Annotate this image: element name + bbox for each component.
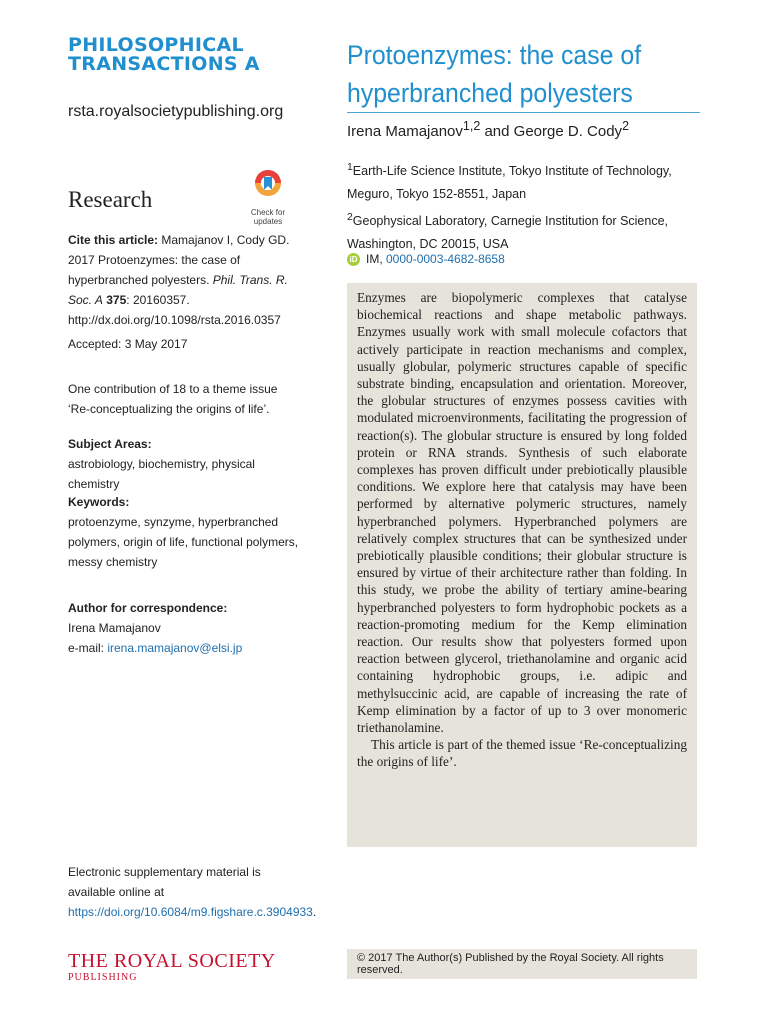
email-label: e-mail: bbox=[68, 641, 108, 655]
citation-doi[interactable]: http://dx.doi.org/10.1098/rsta.2016.0357 bbox=[68, 313, 281, 327]
keywords bbox=[68, 492, 300, 572]
journal-website[interactable]: rsta.royalsocietypublishing.org bbox=[68, 103, 284, 120]
author-affiliation-sup: 1,2 bbox=[462, 119, 481, 133]
subject-areas-text: astrobiology, biochemistry, physical chemistry bbox=[68, 457, 255, 491]
affiliation-2: $^2$Geophysical Laboratory, Carnegie Institution for Science, Washington, DC 20015, USA bbox=[347, 212, 669, 252]
correspondence-email-link[interactable]: irena.mamajanov@elsi.jp bbox=[107, 641, 243, 655]
subject-areas bbox=[68, 434, 300, 494]
title-divider bbox=[347, 112, 700, 113]
citation-volume: 375 bbox=[106, 293, 127, 307]
check-for-updates-label: Check for updates bbox=[250, 208, 286, 226]
subject-areas-label: Subject Areas: bbox=[68, 437, 152, 451]
author-name: Irena Mamajanov bbox=[347, 123, 463, 140]
theme-issue-note: One contribution of 18 to a theme issue ‘Re-conceptualizing the origins of life’. bbox=[68, 382, 278, 416]
supplementary-link[interactable]: https://doi.org/10.6084/m9.figshare.c.3904933 bbox=[68, 905, 313, 919]
section-heading: Research bbox=[68, 187, 153, 212]
orcid-link[interactable]: 0000-0003-4682-8658 bbox=[386, 252, 505, 266]
supplementary-text: Electronic supplementary material is available online at bbox=[68, 865, 261, 899]
affiliations bbox=[347, 156, 707, 256]
citation-article-number: : 20160357. bbox=[126, 293, 190, 307]
orcid-icon: iD bbox=[347, 253, 360, 266]
crossmark-icon bbox=[253, 168, 283, 200]
affiliation-1: $^1$Earth-Life Science Institute, Tokyo Institute of Technology, Meguro, Tokyo 152-8551, Japan bbox=[347, 162, 672, 202]
citation-journal: Phil. Trans. R. Soc. A bbox=[68, 273, 288, 307]
citation-block bbox=[68, 230, 300, 330]
royal-society-logo bbox=[68, 950, 276, 983]
author-line: Irena Mamajanov$^{1,2}$ and George D. Cody$^2$ bbox=[347, 119, 630, 140]
abstract-box bbox=[347, 283, 697, 847]
abstract-paragraph: This article is part of the themed issue ‘Re-conceptualizing the origins of life’. bbox=[357, 737, 687, 770]
publisher-name: THE ROYAL SOCIETY bbox=[68, 950, 276, 972]
check-for-updates-badge[interactable] bbox=[244, 168, 292, 226]
accepted-date: Accepted: 3 May 2017 bbox=[68, 337, 188, 351]
citation-text: Mamajanov I, Cody GD. 2017 Protoenzymes: the case of hyperbranched polyesters. bbox=[68, 233, 290, 287]
supplementary-note: Electronic supplementary material is available online at https://doi.org/10.6084/m9.figshare.c.3904933. bbox=[68, 865, 317, 919]
correspondence-name: Irena Mamajanov bbox=[68, 621, 161, 635]
journal-title bbox=[68, 36, 260, 74]
orcid-initials: IM, bbox=[366, 252, 386, 266]
abstract-paragraph: Enzymes are biopolymeric complexes that catalyse biochemical reactions and shape metabolic pathways. Enzymes usually work with small molecule cofactors that actively participate in reaction mechanisms and complex, usually globular, polymeric structures capable of specific substrate binding, encapsulation and orientation. Moreover, the globular structures of enzymes possess cavities with modulated microenvironments, facilitating the progression of reaction(s). The globular structure is ensured by long folded protein or RNA strands. Synthesis of such elaborate complexes has proven difficult under prebiotically plausible conditions. We explore here that catalysis may have been performed by alternative polymeric structures, namely hyperbranched polymers. Hyperbranched polymers are relatively complex structures that can be synthesized under prebiotically plausible conditions; their globular structure is ensured by virtue of their architecture rather than folding. In this study, we probe the ability of tertiary amine-bearing hyperbranched polyesters to form hydrophobic pockets as a reaction-promoting medium for the Kemp elimination reaction. Our results show that polyesters formed upon reaction between glycerol, triethanolamine and organic acid containing hydrophobic groups, i.e. adipic and methylsuccinic acid, are capable of increasing the rate of Kemp elimination by a factor of up to 3 over monomeric triethanolamine. bbox=[357, 290, 687, 736]
article-title: Protoenzymes: the case of hyperbranched polyesters bbox=[347, 40, 642, 108]
orcid-row bbox=[347, 252, 505, 266]
correspondence-block bbox=[68, 598, 300, 658]
citation-label: Cite this article: bbox=[68, 233, 159, 247]
copyright-notice: © 2017 The Author(s) Published by the Royal Society. All rights reserved. bbox=[347, 949, 697, 979]
journal-title-line1: PHILOSOPHICAL bbox=[68, 34, 244, 56]
keywords-label: Keywords: bbox=[68, 495, 130, 509]
abstract-text bbox=[357, 289, 687, 771]
author-affiliation-sup: 2 bbox=[622, 119, 630, 133]
journal-title-line2: TRANSACTIONS A bbox=[68, 53, 260, 75]
publisher-sub: PUBLISHING bbox=[68, 972, 138, 983]
keywords-text: protoenzyme, synzyme, hyperbranched polymers, origin of life, functional polymers, messy chemistry bbox=[68, 515, 299, 569]
author-name: George D. Cody bbox=[513, 123, 623, 140]
correspondence-label: Author for correspondence: bbox=[68, 601, 228, 615]
